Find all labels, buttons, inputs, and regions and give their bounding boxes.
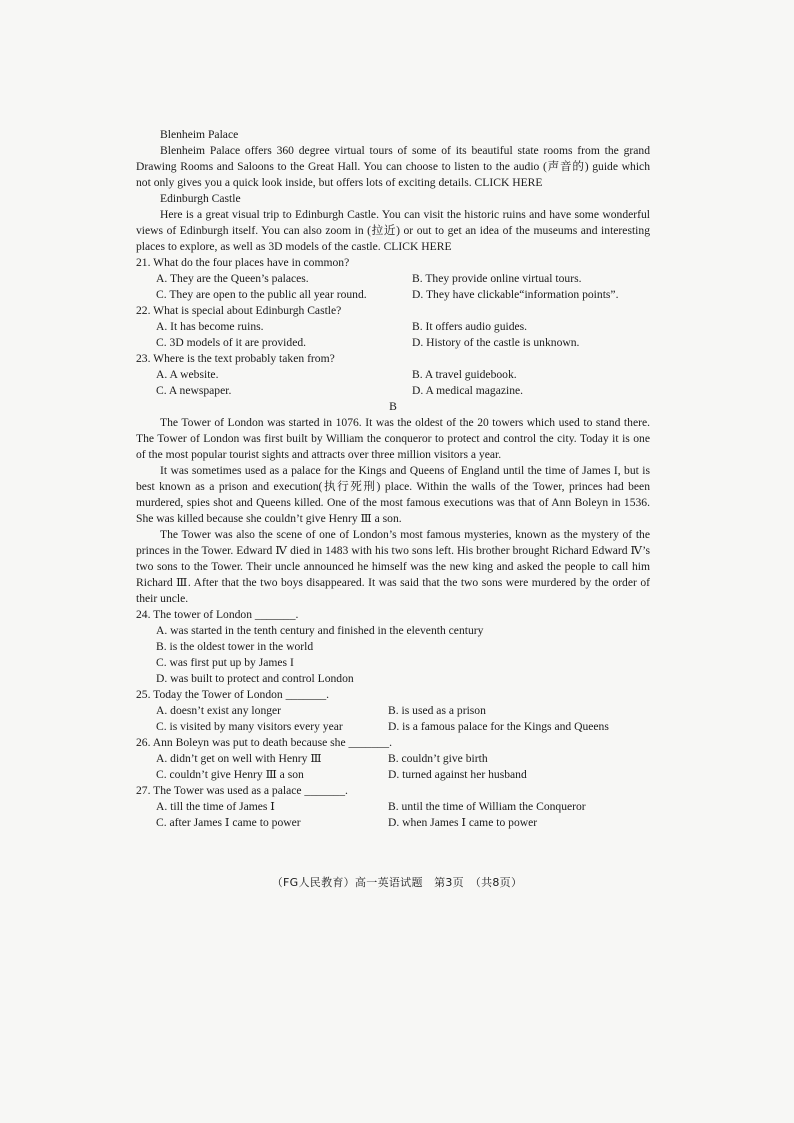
question-26-options — [136, 751, 650, 783]
question-22-options — [136, 319, 650, 351]
blenheim-paragraph: Blenheim Palace offers 360 degree virtual tours of some of its beautiful state rooms from the grand Drawing Rooms and Saloons to the Great Hall. You can choose to listen to the audio (声音的) guide which not only gives you a quick look inside, but offers lots of exciting details. CLICK HERE — [136, 144, 650, 189]
option: C. was first put up by James I — [156, 656, 294, 669]
section-b-paragraph: The Tower was also the scene of one of London’s most famous mysteries, known as the mystery of the princes in the Tower. Edward Ⅳ died in 1483 with his two sons left. His brother brought Richard Edward Ⅳ’s two sons to the Tower. Their uncle announced he himself was the new king and asked the people to call him Richard Ⅲ. After that the two boys disappeared. It was said that the two sons were murdered by the order of their uncle. — [136, 528, 650, 605]
question-23: 23. Where is the text probably taken from? — [136, 352, 335, 365]
option: D. when James Ⅰ came to power — [388, 816, 538, 829]
option: B. They provide online virtual tours. — [412, 272, 582, 285]
option: A. was started in the tenth century and finished in the eleventh century — [156, 624, 484, 637]
blenheim-heading: Blenheim Palace — [160, 128, 239, 141]
option: D. History of the castle is unknown. — [412, 336, 580, 349]
option: A. A website. — [156, 368, 219, 381]
option: D. turned against her husband — [388, 768, 527, 781]
option: B. is used as a prison — [388, 704, 486, 717]
option: C. after James Ⅰ came to power — [156, 816, 301, 829]
question-27-options — [136, 799, 650, 831]
section-b-paragraph: It was sometimes used as a palace for the Kings and Queens of England until the time of James I, but is best known as a prison and execution(执行死刑) place. Within the walls of the Tower, princes had been murdered, spies shot and Queens killed. One of the most famous executions was that of Ann Boleyn in 1536. She was killed because she couldn’t give Henry Ⅲ a son. — [136, 464, 650, 525]
section-b-label: B — [389, 400, 397, 413]
page-footer: （FG人民教育）高一英语试题 第3页 （共8页） — [271, 876, 523, 889]
question-22: 22. What is special about Edinburgh Castle? — [136, 304, 342, 317]
option: A. It has become ruins. — [156, 320, 264, 333]
option: D. They have clickable“information points”. — [412, 288, 619, 301]
question-26: 26. Ann Boleyn was put to death because she _______. — [136, 736, 392, 749]
question-25-options — [136, 703, 650, 735]
edinburgh-heading: Edinburgh Castle — [160, 192, 241, 205]
option: B. A travel guidebook. — [412, 368, 517, 381]
option: C. A newspaper. — [156, 384, 232, 397]
option: C. 3D models of it are provided. — [156, 336, 307, 349]
question-21: 21. What do the four places have in common? — [136, 256, 350, 269]
option: C. They are open to the public all year round. — [156, 288, 367, 301]
option: C. couldn’t give Henry Ⅲ a son — [156, 768, 304, 781]
option: B. It offers audio guides. — [412, 320, 528, 333]
edinburgh-paragraph: Here is a great visual trip to Edinburgh Castle. You can visit the historic ruins and have some wonderful views of Edinburgh itself. You can also zoom in (拉近) or out to get an idea of the museums and interesting places to explore, as well as 3D models of the castle. CLICK HERE — [136, 208, 650, 253]
option: D. A medical magazine. — [412, 384, 524, 397]
option: C. is visited by many visitors every year — [156, 720, 343, 733]
option: A. didn’t get on well with Henry Ⅲ — [156, 752, 322, 765]
option: A. They are the Queen’s palaces. — [156, 272, 309, 285]
question-24: 24. The tower of London _______. — [136, 608, 299, 621]
option: B. is the oldest tower in the world — [156, 640, 314, 653]
option: D. was built to protect and control London — [156, 672, 354, 685]
option: B. until the time of William the Conqueror — [388, 800, 586, 813]
question-21-options — [136, 271, 650, 303]
question-25: 25. Today the Tower of London _______. — [136, 688, 330, 701]
question-27: 27. The Tower was used as a palace _______. — [136, 784, 348, 797]
section-b-paragraph: The Tower of London was started in 1076. It was the oldest of the 20 towers which used to stand there. The Tower of London was first built by William the conqueror to protect and control the city. Today it is one of the most popular tourist sights and attracts over three million visitors a year. — [136, 416, 650, 461]
option: A. till the time of James Ⅰ — [156, 800, 275, 813]
option: B. couldn’t give birth — [388, 752, 488, 765]
option: D. is a famous palace for the Kings and Queens — [388, 720, 609, 733]
question-23-options — [136, 367, 650, 399]
option: A. doesn’t exist any longer — [156, 704, 282, 717]
question-24-options — [136, 623, 650, 687]
page-content — [136, 127, 650, 831]
